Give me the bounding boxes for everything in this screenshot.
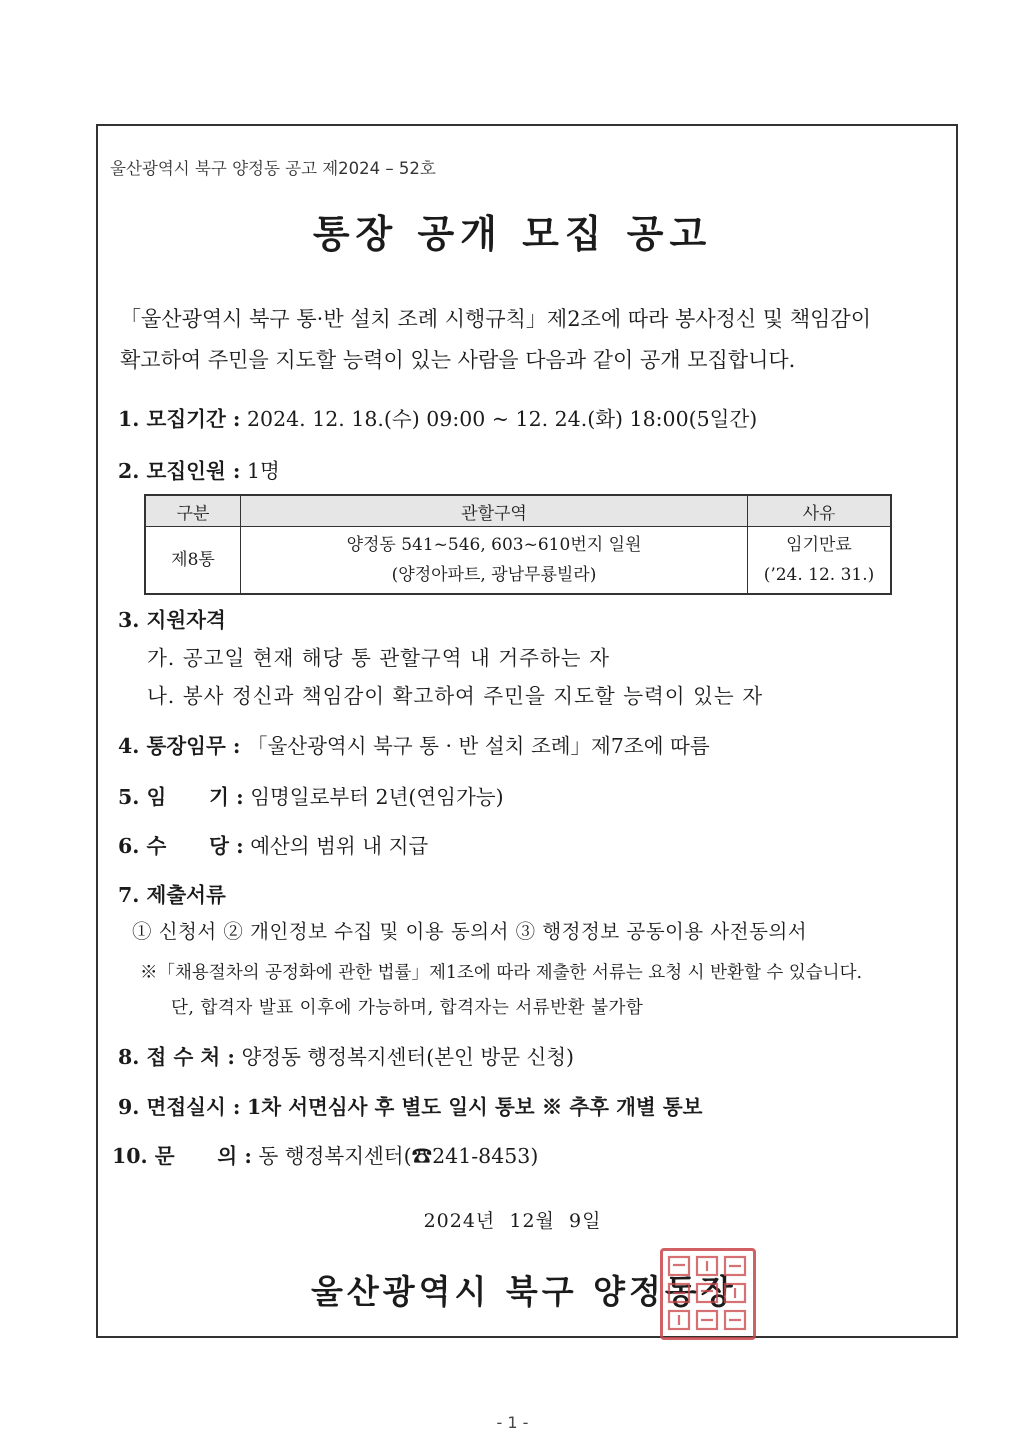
reason-line-2: (’24. 12. 31.) [763, 565, 875, 585]
area-line-1: 양정동 541~546, 603~610번지 일원 [346, 535, 642, 555]
item-allowance-value: 예산의 범위 내 지급 [250, 834, 429, 858]
item-headcount-label: 2. 모집인원 : [118, 459, 241, 483]
item-term-label: 5. 임 기 : [118, 785, 244, 809]
item-duty-value: 「울산광역시 북구 통 · 반 설치 조례」제7조에 따름 [247, 734, 710, 758]
item-allowance [118, 829, 428, 859]
documents-heading: 7. 제출서류 [118, 883, 226, 907]
item-headcount-value: 1명 [247, 459, 280, 483]
documents-note-1: ※「채용절차의 공정화에 관한 법률」제1조에 따라 제출한 서류는 요청 시 반환할 수 있습니다. [140, 963, 863, 983]
item-headcount [118, 454, 280, 484]
table-cell-area [241, 527, 748, 595]
issue-date: 2024년 12월 9일 [423, 1210, 602, 1232]
item-inquiry-value: 동 행정복지센터(☎241-8453) [258, 1144, 539, 1168]
table-cell-reason [748, 527, 892, 595]
table-header: 관할구역 [241, 495, 748, 527]
item-duty [118, 729, 710, 759]
document-title: 통장 공개 모집 공고 [312, 212, 713, 256]
item-reception-label: 8. 접 수 처 : [118, 1045, 235, 1069]
documents-note-2: 단, 합격자 발표 이후에 가능하며, 합격자는 서류반환 불가함 [171, 998, 644, 1018]
item-interview-value: 1차 서면심사 후 별도 일시 통보 ※ 추후 개별 통보 [247, 1095, 703, 1119]
table-row [145, 527, 891, 595]
item-period-label: 1. 모집기간 : [118, 407, 241, 431]
notice-number: 울산광역시 북구 양정동 공고 제2024 – 52호 [110, 159, 436, 178]
area-line-2: (양정아파트, 광남무룡빌라) [391, 565, 597, 585]
page-number: - 1 - [496, 1413, 529, 1432]
intro-line-1: 「울산광역시 북구 통·반 설치 조례 시행규칙」제2조에 따라 봉사정신 및 책임감이 [120, 307, 871, 331]
item-term-value: 임명일로부터 2년(연임가능) [250, 785, 504, 809]
table-header: 구분 [145, 495, 241, 527]
table-cell-tong: 제8통 [145, 527, 241, 595]
issuer-signature: 울산광역시 북구 양정동장 [311, 1272, 737, 1311]
region-table [144, 494, 892, 595]
documents-list: ① 신청서 ② 개인정보 수집 및 이용 동의서 ③ 행정정보 공동이용 사전동의서 [132, 920, 808, 943]
seal-icon [663, 1251, 753, 1337]
qualification-b: 나. 봉사 정신과 책임감이 확고하여 주민을 지도할 능력이 있는 자 [147, 684, 764, 708]
item-inquiry [112, 1139, 538, 1169]
item-qualification-label [118, 603, 226, 633]
table-header-row [145, 495, 891, 527]
item-period-value: 2024. 12. 18.(수) 09:00 ~ 12. 24.(화) 18:00(5일간) [247, 407, 758, 431]
item-term [118, 780, 504, 810]
official-seal [660, 1248, 756, 1340]
item-documents-label [118, 878, 226, 908]
reason-line-1: 임기만료 [786, 535, 852, 555]
qualification-a: 가. 공고일 현재 해당 통 관할구역 내 거주하는 자 [147, 646, 610, 670]
item-reception [118, 1040, 574, 1070]
table-header: 사유 [748, 495, 892, 527]
item-reception-value: 양정동 행정복지센터(본인 방문 신청) [241, 1045, 575, 1069]
item-period [118, 402, 757, 432]
item-interview-label: 9. 면접실시 : [118, 1095, 241, 1119]
item-duty-label: 4. 통장임무 : [118, 734, 241, 758]
item-inquiry-label: 10. 문 의 : [112, 1144, 252, 1168]
item-allowance-label: 6. 수 당 : [118, 834, 244, 858]
qualification-heading: 3. 지원자격 [118, 608, 226, 632]
intro-line-2: 확고하여 주민을 지도할 능력이 있는 사람을 다음과 같이 공개 모집합니다. [120, 348, 796, 372]
item-interview [118, 1090, 702, 1120]
